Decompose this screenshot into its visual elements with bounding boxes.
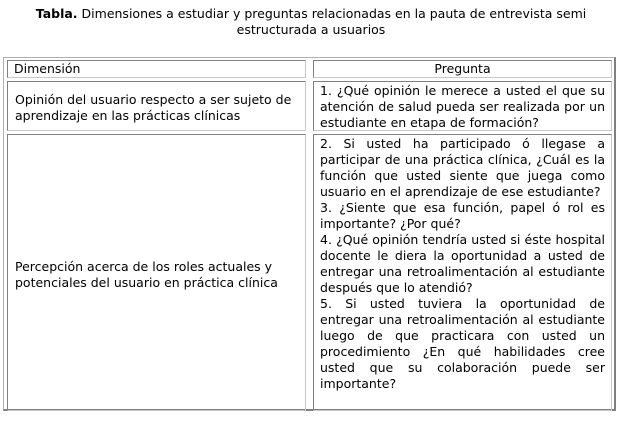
caption-text: Dimensiones a estudiar y preguntas relacionadas en la pauta de entrevista semi estructurada a usuarios	[81, 6, 587, 37]
row-1-dimension: Opinión del usuario respecto a ser sujeto de aprendizaje en las prácticas clínicas	[7, 81, 306, 131]
question-2: 2. Si usted ha participado ó llegase a participar de una práctica clínica, ¿Cuál es la función que usted siente que juega como usuario en el aprendizaje de ese estudiante?	[320, 136, 605, 199]
question-4: 4. ¿Qué opinión tendría usted si éste hospital docente le diera la oportunidad a usted de entregar una retroalimentación al estudiante después que lo atendió?	[320, 232, 605, 295]
row-2-questions	[313, 134, 612, 411]
table-caption	[0, 6, 622, 38]
question-5: 5. Si usted tuviera la oportunidad de entregar una retroalimentación al estudiante luego de que practicara con usted un procedimiento ¿En qué habilidades cree usted que su colaboración puede ser importante?	[320, 296, 605, 391]
row-1-questions	[313, 81, 612, 131]
caption-label: Tabla.	[35, 6, 78, 21]
header-dimension: Dimensión	[7, 60, 306, 78]
row-2-dimension-cell	[7, 134, 306, 411]
header-question: Pregunta	[313, 60, 612, 78]
question-3: 3. ¿Siente que esa función, papel ó rol es importante? ¿Por qué?	[320, 200, 605, 231]
question-1: 1. ¿Qué opinión le merece a usted el que su atención de salud pueda ser realizada por un estudiante en etapa de formación?	[320, 83, 605, 130]
row-2-dimension: Percepción acerca de los roles actuales y potenciales del usuario en práctica clínica	[15, 259, 278, 290]
